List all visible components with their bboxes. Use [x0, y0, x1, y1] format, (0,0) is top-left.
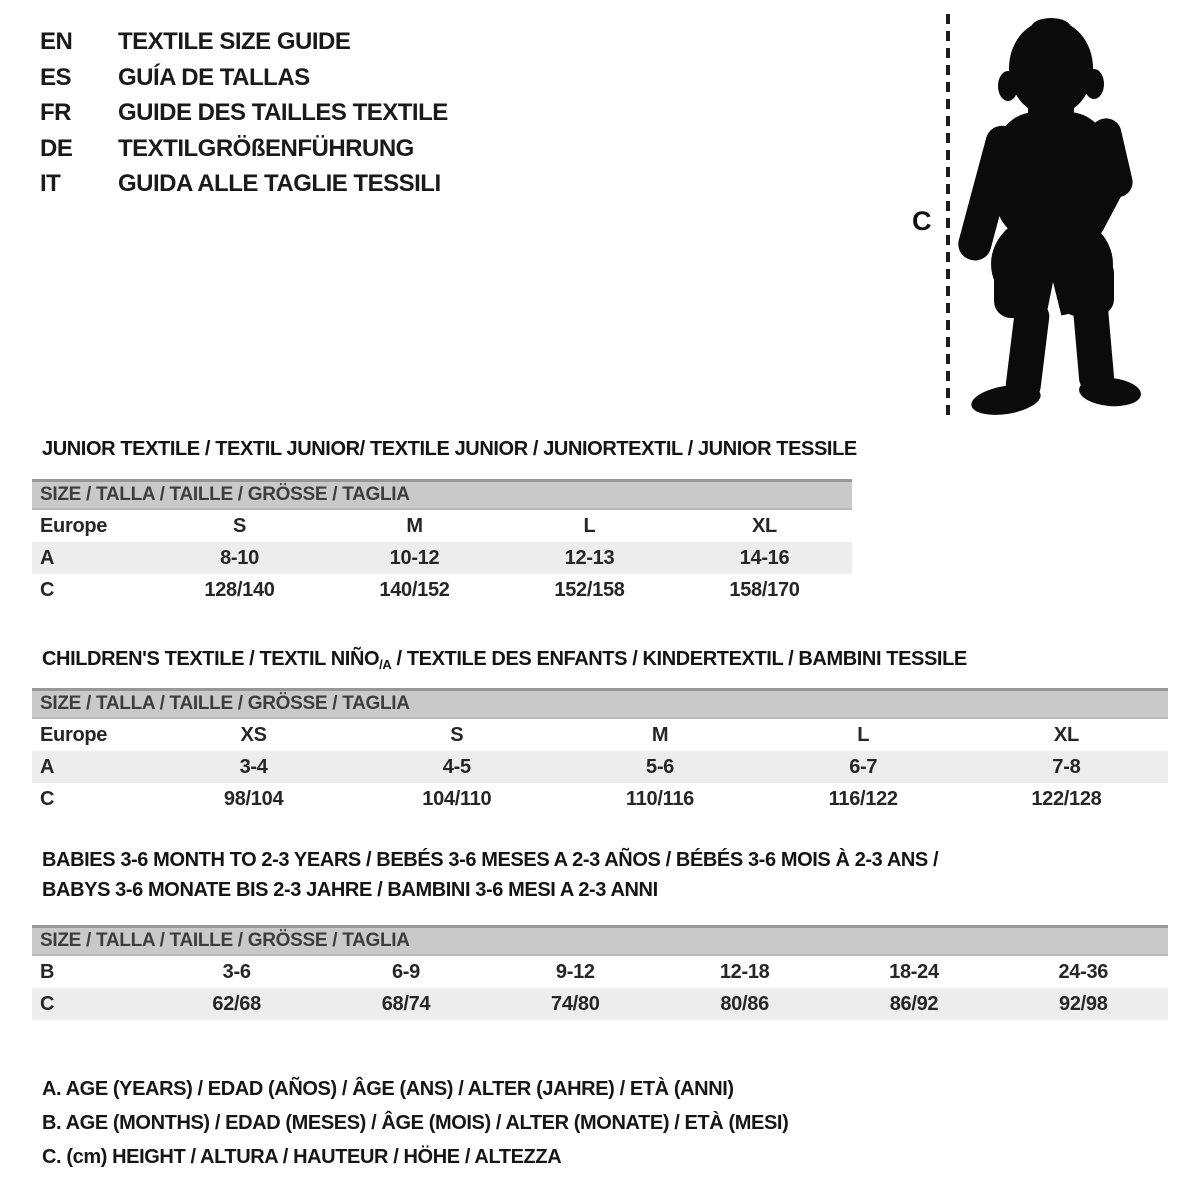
children-header-size-m: M	[651, 723, 669, 746]
junior-height-m: 140/152	[379, 578, 450, 601]
babies-height-4: 80/86	[720, 992, 769, 1015]
babies-heading-line2: BABYS 3-6 MONATE BIS 2-3 JAHRE / BAMBINI 3-6 MESI A 2-3 ANNI	[42, 879, 658, 901]
babies-height-2: 68/74	[381, 992, 431, 1015]
babies-months-4: 12-18	[719, 960, 770, 983]
junior-header-size-s: S	[232, 514, 247, 537]
children-height-l: 116/122	[828, 787, 898, 810]
junior-size-table	[32, 479, 852, 606]
babies-months-5: 18-24	[889, 960, 939, 983]
babies-months-1: 3-6	[222, 960, 251, 983]
babies-height-3: 74/80	[551, 992, 600, 1015]
babies-months-2: 6-9	[391, 960, 420, 983]
children-size-bar: SIZE / TALLA / TAILLE / GRÖSSE / TAGLIA	[32, 688, 1168, 719]
babies-heading-line1: BABIES 3-6 MONTH TO 2-3 YEARS / BEBÉS 3-6 MESES A 2-3 AÑOS / BÉBÉS 3-6 MOIS À 2-3 ANS /	[42, 849, 939, 871]
babies-height-6: 92/98	[1059, 992, 1108, 1015]
junior-row-height	[32, 574, 852, 606]
lang-title-en: TEXTILE SIZE GUIDE	[118, 28, 351, 55]
junior-header-size-xl: XL	[752, 514, 777, 537]
junior-age-m: 10-12	[389, 546, 440, 569]
children-height-m: 110/116	[626, 787, 694, 810]
junior-height-l: 152/158	[554, 578, 625, 601]
children-header-size-s: S	[450, 723, 464, 746]
junior-header-size-l: L	[583, 514, 596, 537]
children-age-xs: 3-4	[239, 755, 268, 778]
children-height-s: 104/110	[422, 787, 492, 810]
junior-section-heading: JUNIOR TEXTILE / TEXTIL JUNIOR/ TEXTILE JUNIOR / JUNIORTEXTIL / JUNIOR TESSILE	[42, 438, 857, 460]
children-age-s: 4-5	[442, 755, 471, 778]
legend-line-c: C. (cm) HEIGHT / ALTURA / HAUTEUR / HÖHE / ALTEZZA	[42, 1146, 562, 1168]
junior-row-height-label: C	[40, 578, 55, 601]
junior-header-region: Europe	[40, 514, 108, 537]
children-height-xs: 98/104	[223, 787, 284, 810]
children-row-age-label: A	[40, 755, 55, 778]
babies-height-1: 62/68	[212, 992, 261, 1015]
lang-title-it: GUIDA ALLE TAGLIE TESSILI	[118, 170, 441, 197]
babies-months-6: 24-36	[1058, 960, 1109, 983]
junior-size-bar: SIZE / TALLA / TAILLE / GRÖSSE / TAGLIA	[32, 479, 852, 510]
children-row-height	[32, 783, 1168, 815]
lang-title-fr: GUIDE DES TAILLES TEXTILE	[118, 99, 448, 126]
lang-code-es: ES	[40, 63, 72, 91]
children-heading-text-2: / TEXTILE DES ENFANTS / KINDERTEXTIL / BAMBINI TESSILE	[391, 648, 967, 670]
children-header-row	[32, 719, 1168, 751]
babies-height-5: 86/92	[889, 992, 939, 1015]
children-size-table	[32, 688, 1168, 815]
children-row-height-label: C	[40, 787, 55, 810]
children-age-xl: 7-8	[1052, 755, 1081, 778]
legend-line-a: A. AGE (YEARS) / EDAD (AÑOS) / ÂGE (ANS) / ALTER (JAHRE) / ETÀ (ANNI)	[42, 1078, 734, 1100]
junior-age-xl: 14-16	[739, 546, 790, 569]
language-title-list	[40, 24, 448, 202]
children-age-m: 5-6	[646, 755, 675, 778]
lang-title-es: GUÍA DE TALLAS	[118, 63, 310, 91]
junior-age-l: 12-13	[564, 546, 615, 569]
junior-height-xl: 158/170	[729, 578, 800, 601]
babies-row-height	[32, 988, 1168, 1020]
junior-row-age-label: A	[40, 546, 55, 569]
lang-code-fr: FR	[40, 99, 71, 126]
children-header-size-l: L	[857, 723, 870, 746]
height-measure-label: C	[912, 206, 932, 236]
lang-title-de: TEXTILGRÖßENFÜHRUNG	[118, 134, 414, 162]
children-header-region: Europe	[40, 723, 108, 746]
children-heading-text: CHILDREN'S TEXTILE / TEXTIL NIÑO	[42, 648, 380, 670]
children-heading-subscript: /A	[379, 657, 392, 672]
babies-section-heading	[42, 845, 938, 905]
children-section-heading	[42, 644, 967, 680]
junior-row-age	[32, 542, 852, 574]
babies-row-height-label: C	[40, 992, 55, 1015]
children-age-l: 6-7	[849, 755, 878, 778]
junior-header-row	[32, 510, 852, 542]
babies-row-months	[32, 956, 1168, 988]
children-row-age	[32, 751, 1168, 783]
children-header-size-xl: XL	[1053, 723, 1079, 746]
babies-row-months-label: B	[40, 960, 55, 983]
lang-code-de: DE	[40, 134, 73, 162]
babies-size-bar: SIZE / TALLA / TAILLE / GRÖSSE / TAGLIA	[32, 925, 1168, 956]
lang-code-it: IT	[40, 170, 61, 197]
babies-size-table	[32, 925, 1168, 1020]
junior-age-s: 8-10	[220, 546, 259, 569]
children-height-xl: 122/128	[1031, 787, 1102, 810]
legend-line-b: B. AGE (MONTHS) / EDAD (MESES) / ÂGE (MOIS) / ALTER (MONATE) / ETÀ (MESI)	[42, 1112, 789, 1134]
height-dashed-line	[946, 14, 950, 416]
measurement-legend	[42, 1072, 788, 1174]
babies-months-3: 9-12	[555, 960, 595, 983]
junior-height-s: 128/140	[204, 578, 275, 601]
lang-code-en: EN	[40, 28, 73, 55]
junior-header-size-m: M	[406, 514, 423, 537]
toddler-silhouette-icon	[952, 12, 1152, 422]
children-header-size-xs: XS	[240, 723, 267, 746]
